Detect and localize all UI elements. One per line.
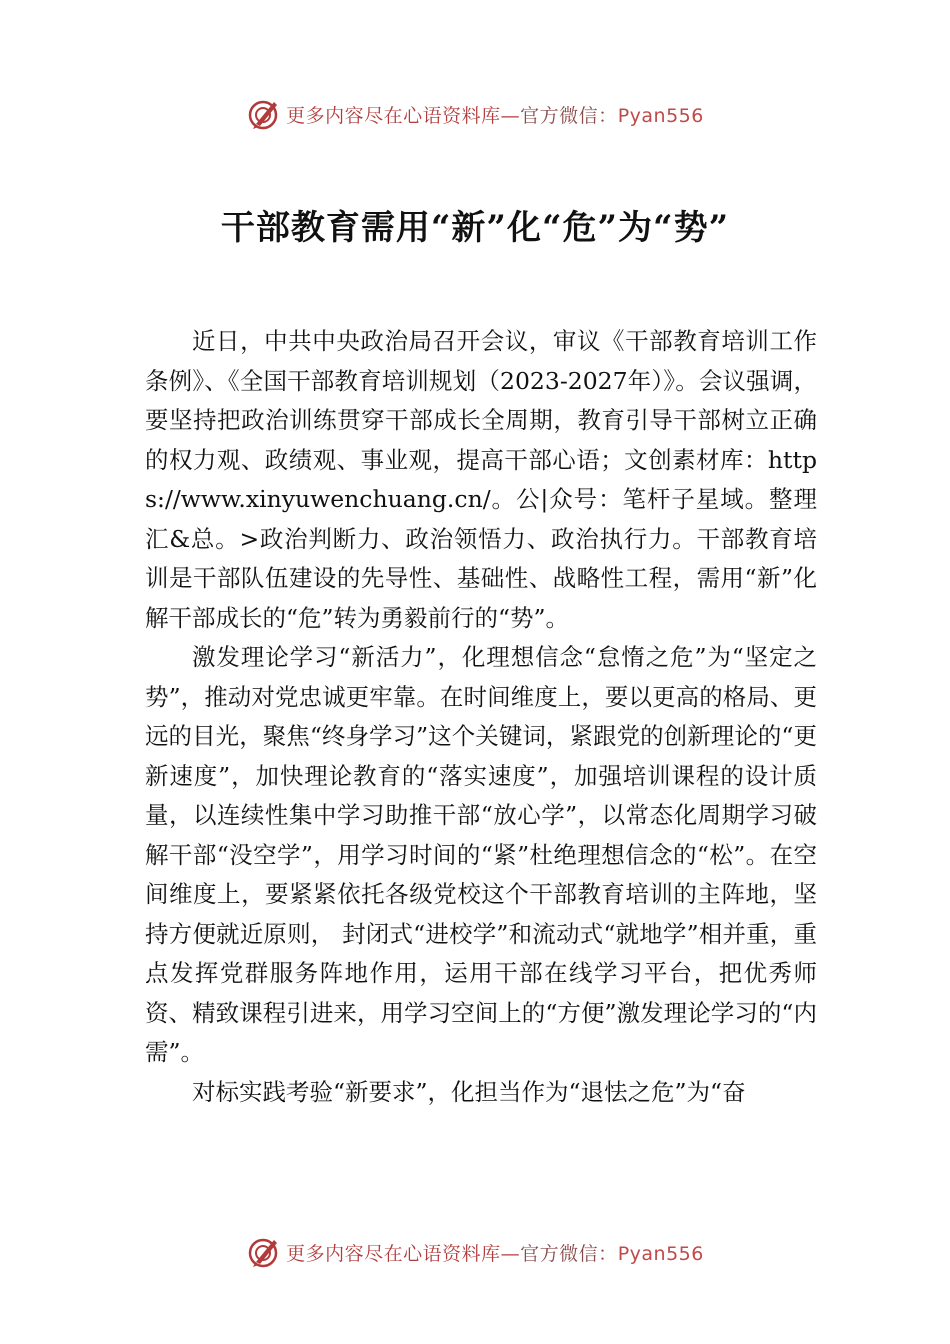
wechat-id: Pyan556 [617,1242,704,1265]
wechat-id: Pyan556 [617,104,704,127]
wechat-label: 官方微信： [520,1242,618,1265]
paragraph: 近日，中共中央政治局召开会议，审议《干部教育培训工作条例》、《全国干部教育培训规划（2023-2027年）》。会议强调，要坚持把政治训练贯穿干部成长全周期，教育引导干部树立正确的权力观、政绩观、事业观，提高干部心语；文创素材库：https://www.xinyuwenchuang.cn/。公|众号：笔杆子星域。整理汇&总。>政治判断力、政治领悟力、政治执行力。干部教育培训是干部队伍建设的先导性、基础性、战略性工程，需用“新”化解干部成长的“危”转为勇毅前行的“势”。 [145,327,817,632]
banner-text [286,101,704,128]
brush-logo-icon [246,96,282,132]
paragraph: 对标实践考验“新要求”，化担当作为“退怯之危”为“奋 [192,1077,746,1106]
promo-text: 更多内容尽在心语资料库 [286,1242,501,1265]
document-body [145,322,817,1112]
header-banner [0,94,950,134]
paragraph: 激发理论学习“新活力”，化理想信念“怠惰之危”为“坚定之势”，推动对党忠诚更牢靠。在时间维度上，要以更高的格局、更远的目光，聚焦“终身学习”这个关键词，紧跟党的创新理论的“更新速度”，加快理论教育的“落实速度”，加强培训课程的设计质量，以连续性集中学习助推干部“放心学”，以常态化周期学习破解干部“没空学”，用学习时间的“紧”杜绝理想信念的“松”。在空间维度上，要紧紧依托各级党校这个干部教育培训的主阵地，坚持方便就近原则， 封闭式“进校学”和流动式“就地学”相并重，重点发挥党群服务阵地作用，运用干部在线学习平台，把优秀师资、精致课程引进来，用学习空间上的“方便”激发理论学习的“内需”。 [145,643,817,1066]
wechat-label: 官方微信： [520,104,618,127]
banner-text [286,1239,704,1266]
document-title: 干部教育需用“新”化“危”为“势” [220,208,730,248]
brush-logo-icon [246,1234,282,1270]
footer-banner [0,1232,950,1272]
promo-text: 更多内容尽在心语资料库 [286,104,501,127]
banner-separator: — [500,1242,521,1265]
banner-separator: — [500,104,521,127]
